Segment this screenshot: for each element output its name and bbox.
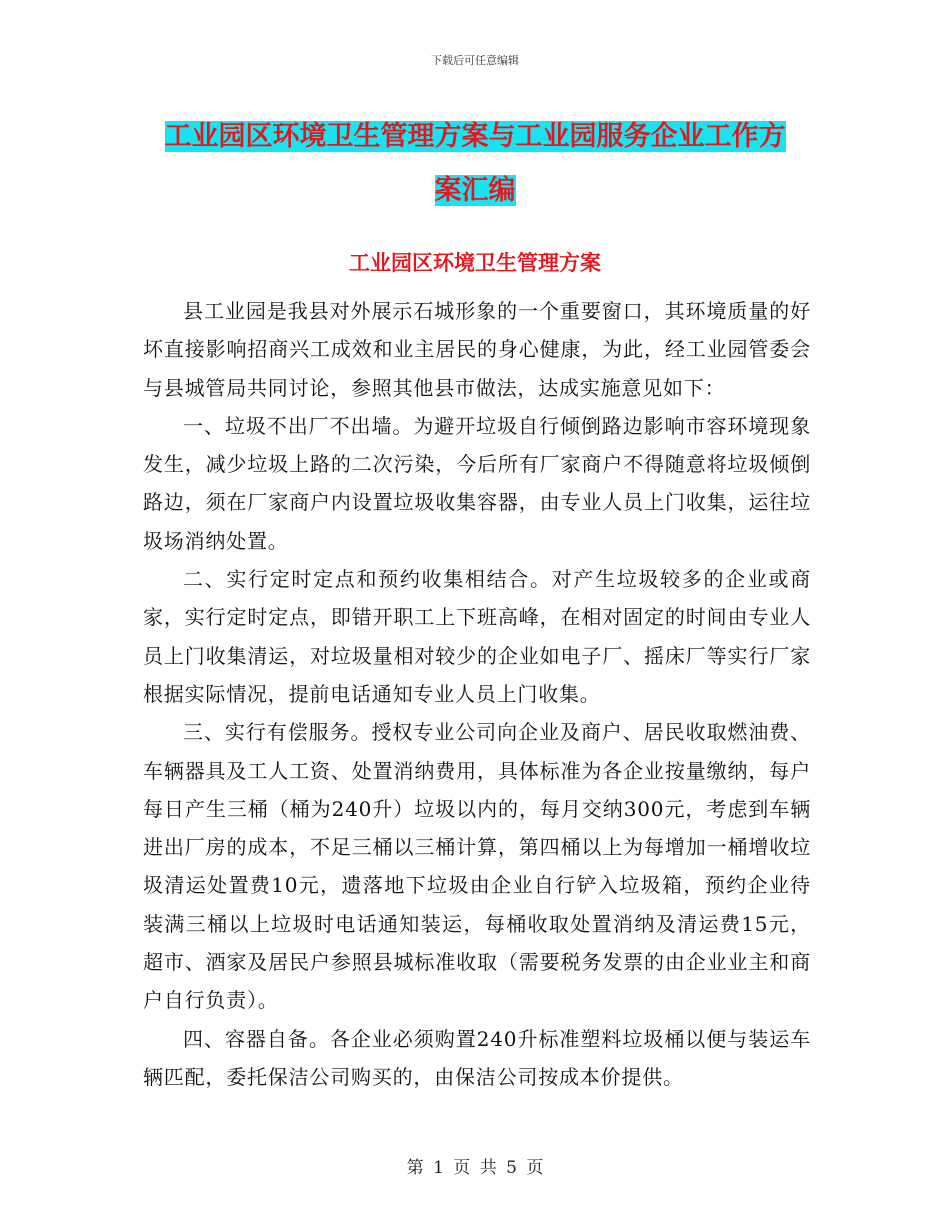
- document-title-line2: 案汇编: [434, 175, 516, 206]
- paragraph-item-1: 一、垃圾不出厂不出墙。为避开垃圾自行倾倒路边影响市容环境现象发生，减少垃圾上路的二次污染，今后所有厂家商户不得随意将垃圾倾倒路边，须在厂家商户内设置垃圾收集容器，由专业人员上门收集，运往垃圾场消纳处置。: [143, 413, 811, 553]
- paragraph-intro: 县工业园是我县对外展示石城形象的一个重要窗口，其环境质量的好坏直接影响招商兴工成效和业主居民的身心健康，为此，经工业园管委会与县城管局共同讨论，参照其他县市做法，达成实施意见如下：: [143, 299, 811, 400]
- document-body: [143, 292, 811, 1096]
- document-title: [140, 110, 810, 218]
- section-title: 工业园区环境卫生管理方案: [349, 251, 601, 275]
- document-title-line1: 工业园区环境卫生管理方案与工业园服务企业工作方: [164, 121, 786, 152]
- paragraph-item-4: 四、容器自备。各企业必须购置240升标准塑料垃圾桶以便与装运车辆匹配，委托保洁公司购买的，由保洁公司按成本价提供。: [143, 1026, 811, 1089]
- header-note: 下载后可任意编辑: [431, 54, 519, 67]
- paragraph-item-2: 二、实行定时定点和预约收集相结合。对产生垃圾较多的企业或商家，实行定时定点，即错开职工上下班高峰，在相对固定的时间由专业人员上门收集清运，对垃圾量相对较少的企业如电子厂、摇床厂等实行厂家根据实际情况，提前电话通知专业人员上门收集。: [143, 567, 811, 706]
- page-number-footer: 第 1 页 共 5 页: [406, 1158, 544, 1178]
- paragraph-item-3: 三、实行有偿服务。授权专业公司向企业及商户、居民收取燃油费、车辆器具及工人工资、处置消纳费用，具体标准为各企业按量缴纳，每户每日产生三桶（桶为240升）垃圾以内的，每月交纳300元，考虑到车辆进出厂房的成本，不足三桶以三桶计算，第四桶以上为每增加一桶增收垃圾清运处置费10元，遗落地下垃圾由企业自行铲入垃圾箱，预约企业待装满三桶以上垃圾时电话通知装运，每桶收取处置消纳及清运费15元，超市、酒家及居民户参照县城标准收取（需要税务发票的由企业业主和商户自行负责）。: [143, 720, 811, 1013]
